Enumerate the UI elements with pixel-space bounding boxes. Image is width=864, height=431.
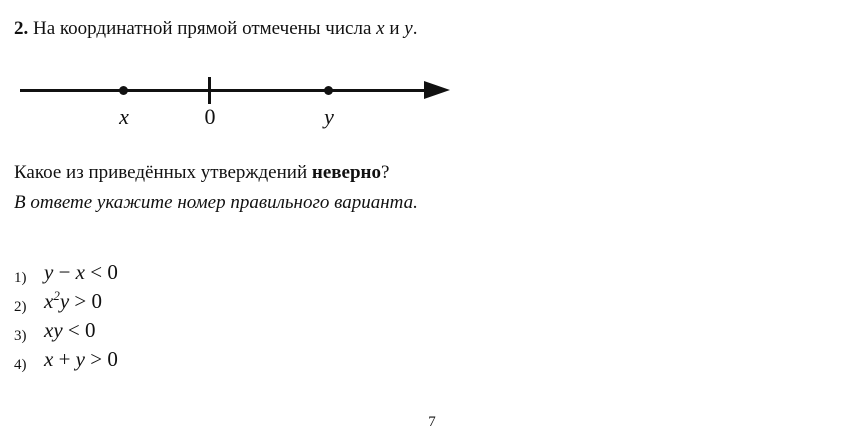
option-expression-1 — [44, 260, 118, 285]
option2-op2: > — [69, 289, 92, 313]
task-statement — [14, 18, 417, 40]
task-statement-text: На координатной прямой отмечены числа — [28, 18, 377, 39]
axis-label-y: y — [324, 104, 334, 129]
answer-option-1[interactable] — [14, 258, 414, 287]
axis-label-zero: 0 — [204, 104, 216, 129]
option4-right: 0 — [107, 347, 118, 371]
option1-mid: x — [75, 260, 85, 284]
option2-right: 0 — [91, 289, 102, 313]
number-line-axis — [20, 89, 430, 92]
option2-mid: y — [59, 289, 70, 313]
option2-left: x — [44, 289, 54, 313]
question-suffix: ? — [380, 162, 390, 183]
option-number-1: 1) — [14, 270, 27, 286]
option3-right: 0 — [85, 318, 96, 342]
option4-op2: > — [85, 347, 108, 371]
option-number-2: 2) — [14, 299, 27, 315]
arrow-right-icon — [424, 81, 450, 99]
option-expression-3 — [44, 318, 96, 343]
answer-option-2[interactable] — [14, 287, 414, 316]
option1-op1: − — [53, 260, 76, 284]
option3-op2: < — [62, 318, 85, 342]
answer-instruction: В ответе укажите номер правильного варианта. — [14, 192, 418, 213]
question-prefix: Какое из приведённых утверждений — [14, 162, 312, 183]
option1-op2: < — [85, 260, 108, 284]
variable-y-inline: y — [404, 18, 413, 39]
option3-left: xy — [44, 318, 63, 342]
conjunction-text: и — [384, 18, 405, 39]
option1-left: y — [44, 260, 54, 284]
option-number-4: 4) — [14, 357, 27, 373]
answer-option-3[interactable] — [14, 316, 414, 345]
option-expression-2 — [44, 289, 102, 314]
option4-left: x — [44, 347, 54, 371]
option-number-3: 3) — [14, 328, 27, 344]
option4-mid: y — [75, 347, 85, 371]
number-line-figure — [14, 70, 454, 140]
tick-mark-zero — [208, 77, 211, 104]
option-expression-4 — [44, 347, 118, 372]
variable-x-inline: x — [376, 18, 385, 39]
question-emphasis: неверно — [311, 162, 381, 183]
statement-period: . — [412, 18, 418, 39]
point-marker-x — [119, 86, 128, 95]
option1-right: 0 — [107, 260, 118, 284]
question-line — [14, 162, 389, 184]
axis-label-x: x — [119, 104, 129, 129]
option2-exponent: 2 — [53, 288, 60, 303]
option4-op1: + — [53, 347, 76, 371]
page-number: 7 — [428, 414, 436, 430]
answer-options-list — [14, 258, 414, 374]
task-number: 2. — [14, 18, 29, 39]
point-marker-y — [324, 86, 333, 95]
answer-option-4[interactable] — [14, 345, 414, 374]
